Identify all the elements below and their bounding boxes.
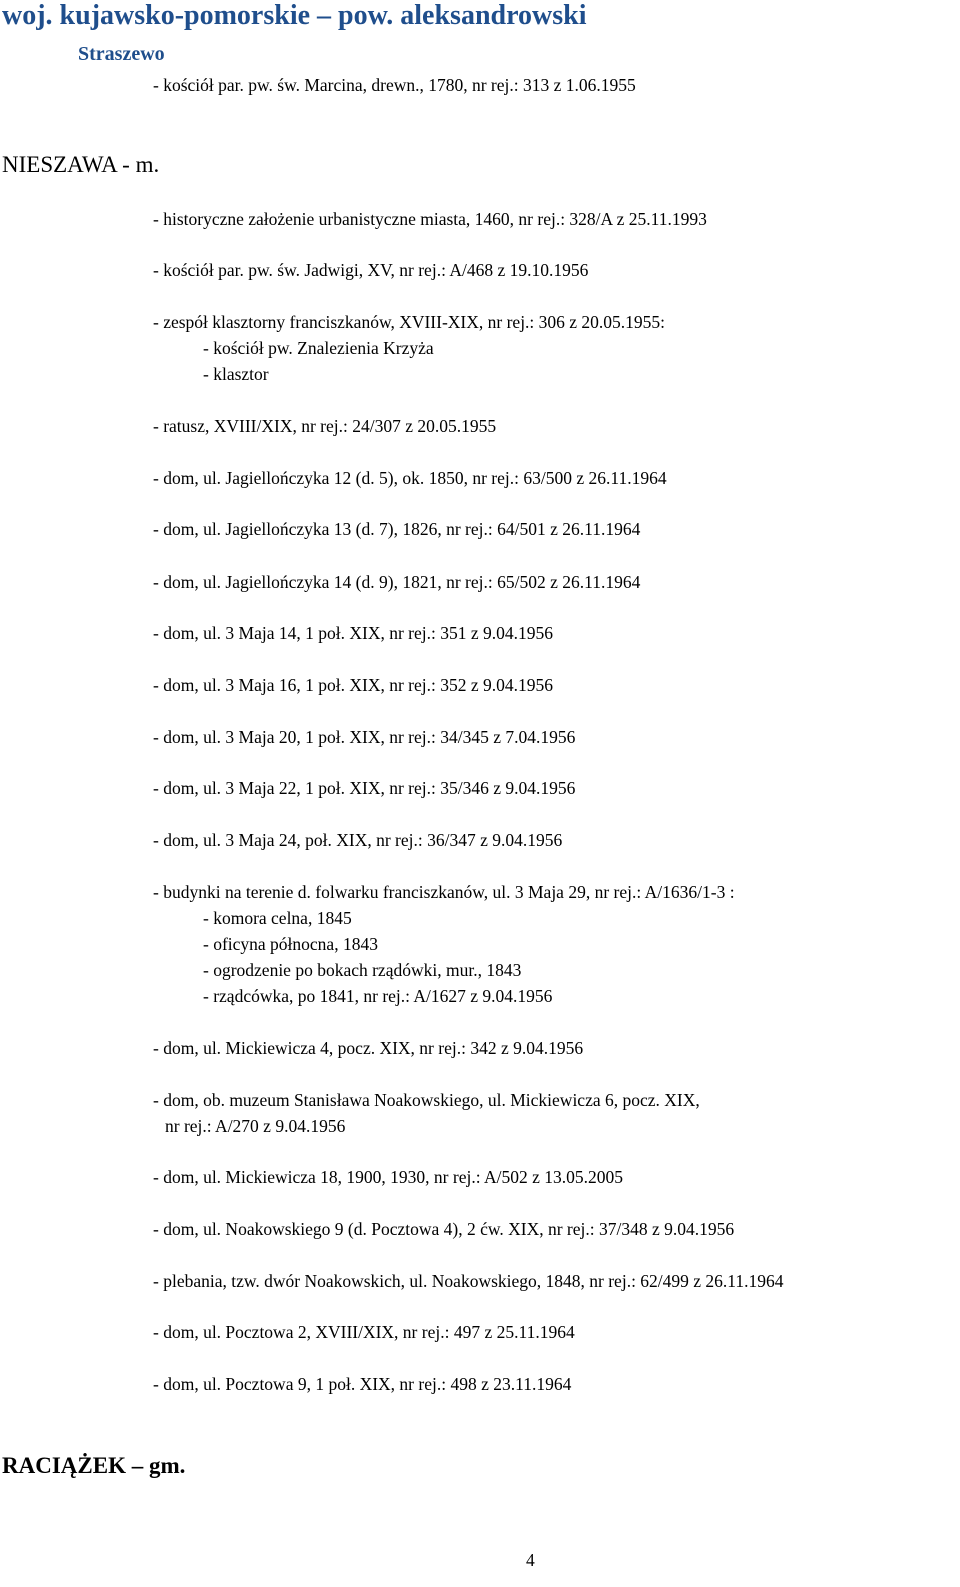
list-item: - dom, ul. Pocztowa 2, XVIII/XIX, nr rej.: 497 z 25.11.1964 <box>153 1322 575 1342</box>
list-item: - dom, ob. muzeum Stanisława Noakowskiego, ul. Mickiewicza 6, pocz. XIX, <box>153 1090 700 1110</box>
list-item: - dom, ul. 3 Maja 24, poł. XIX, nr rej.: 36/347 z 9.04.1956 <box>153 830 563 850</box>
list-item-continuation: nr rej.: A/270 z 9.04.1956 <box>165 1116 346 1136</box>
list-item: - dom, ul. Jagiellończyka 12 (d. 5), ok. 1850, nr rej.: 63/500 z 26.11.1964 <box>153 468 667 488</box>
list-item: - dom, ul. 3 Maja 20, 1 poł. XIX, nr rej.: 34/345 z 7.04.1956 <box>153 727 576 747</box>
section-title-straszewo: Straszewo <box>78 43 165 65</box>
list-subitem: - oficyna północna, 1843 <box>203 934 378 954</box>
list-subitem: - kościół pw. Znalezienia Krzyża <box>203 338 434 358</box>
list-item: - dom, ul. Noakowskiego 9 (d. Pocztowa 4), 2 ćw. XIX, nr rej.: 37/348 z 9.04.1956 <box>153 1219 735 1239</box>
list-subitem: - komora celna, 1845 <box>203 908 352 928</box>
list-item: - ratusz, XVIII/XIX, nr rej.: 24/307 z 20.05.1955 <box>153 416 497 436</box>
list-item: - budynki na terenie d. folwarku franciszkanów, ul. 3 Maja 29, nr rej.: A/1636/1-3 : <box>153 882 735 902</box>
list-item: - kościół par. pw. św. Marcina, drewn., 1780, nr rej.: 313 z 1.06.1955 <box>153 75 636 95</box>
section-title-nieszawa: NIESZAWA - m. <box>2 152 160 177</box>
list-item: - dom, ul. Jagiellończyka 14 (d. 9), 1821, nr rej.: 65/502 z 26.11.1964 <box>153 572 641 592</box>
list-item: - dom, ul. Jagiellończyka 13 (d. 7), 1826, nr rej.: 64/501 z 26.11.1964 <box>153 519 641 539</box>
page-heading: woj. kujawsko-pomorskie – pow. aleksandrowski <box>2 0 587 31</box>
list-item: - dom, ul. 3 Maja 14, 1 poł. XIX, nr rej.: 351 z 9.04.1956 <box>153 623 554 643</box>
list-subitem: - klasztor <box>203 364 269 384</box>
list-item: - dom, ul. 3 Maja 22, 1 poł. XIX, nr rej.: 35/346 z 9.04.1956 <box>153 778 576 798</box>
list-subitem: - ogrodzenie po bokach rządówki, mur., 1843 <box>203 960 522 980</box>
list-item: - historyczne założenie urbanistyczne miasta, 1460, nr rej.: 328/A z 25.11.1993 <box>153 209 707 229</box>
list-subitem: - rządcówka, po 1841, nr rej.: A/1627 z 9.04.1956 <box>203 986 553 1006</box>
section-title-raciazek: RACIĄŻEK – gm. <box>2 1453 186 1478</box>
list-item: - dom, ul. 3 Maja 16, 1 poł. XIX, nr rej.: 352 z 9.04.1956 <box>153 675 554 695</box>
list-item: - zespół klasztorny franciszkanów, XVIII-XIX, nr rej.: 306 z 20.05.1955: <box>153 312 666 332</box>
page-number: 4 <box>526 1550 535 1570</box>
list-item: - dom, ul. Mickiewicza 4, pocz. XIX, nr rej.: 342 z 9.04.1956 <box>153 1038 584 1058</box>
list-item: - dom, ul. Mickiewicza 18, 1900, 1930, nr rej.: A/502 z 13.05.2005 <box>153 1167 623 1187</box>
list-item: - dom, ul. Pocztowa 9, 1 poł. XIX, nr rej.: 498 z 23.11.1964 <box>153 1374 572 1394</box>
list-item: - plebania, tzw. dwór Noakowskich, ul. Noakowskiego, 1848, nr rej.: 62/499 z 26.11.1964 <box>153 1271 784 1291</box>
list-item: - kościół par. pw. św. Jadwigi, XV, nr rej.: A/468 z 19.10.1956 <box>153 260 589 280</box>
